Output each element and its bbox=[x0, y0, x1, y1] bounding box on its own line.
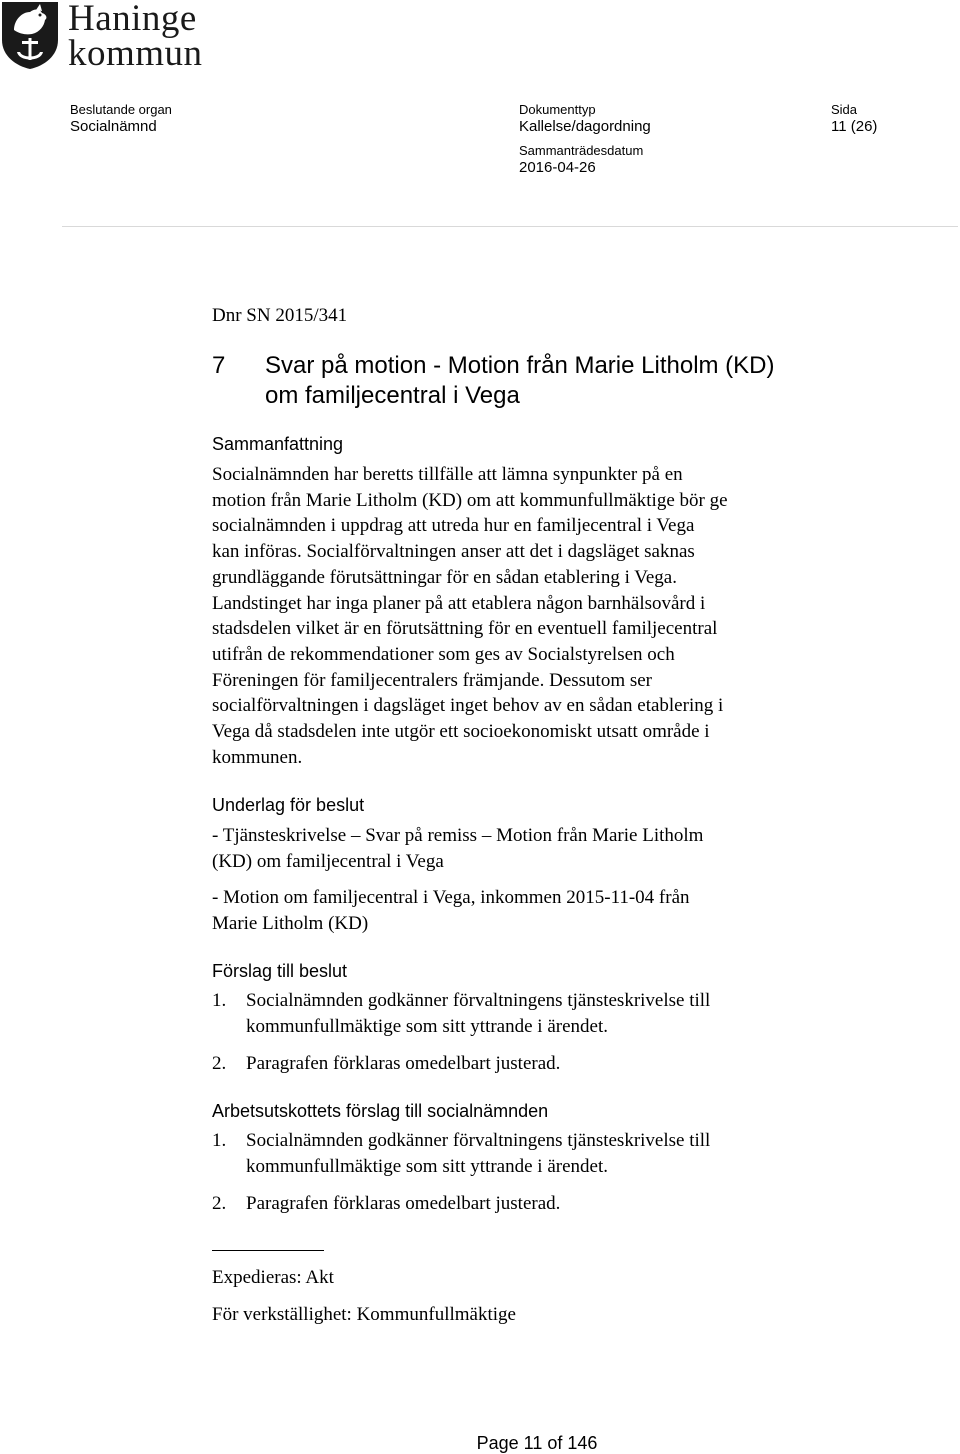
list-item-line: kommunfullmäktige som sitt yttrande i ärendet. bbox=[246, 1015, 608, 1037]
summary-line: socialnämnden i uppdrag att utreda hur en familjecentral i Vega bbox=[212, 515, 695, 537]
page-footer: Page 11 of 146 bbox=[476, 1433, 598, 1453]
organ-value: Socialnämnd bbox=[70, 118, 157, 135]
committee-heading: Arbetsutskottets förslag till socialnämnden bbox=[212, 1101, 549, 1121]
list-number: 2. bbox=[212, 1053, 227, 1074]
committee-item-2 bbox=[212, 1191, 832, 1217]
summary-line: Landstinget har inga planer på att etablera någon barnhälsovård i bbox=[212, 592, 706, 614]
summary-line: motion från Marie Litholm (KD) om att kommunfullmäktige bör ge bbox=[212, 489, 728, 511]
list-item-line: Paragrafen förklaras omedelbart justerad. bbox=[246, 1193, 561, 1214]
basis-item-line: Marie Litholm (KD) bbox=[212, 912, 369, 934]
summary-heading: Sammanfattning bbox=[212, 434, 344, 454]
logo-text-line1: Haninge bbox=[68, 0, 197, 39]
list-item-text bbox=[246, 1051, 826, 1077]
list-number: 1. bbox=[212, 1130, 227, 1151]
item-title-line2: om familjecentral i Vega bbox=[265, 382, 520, 409]
list-item-line: Paragrafen förklaras omedelbart justerad. bbox=[246, 1053, 561, 1074]
meeting-date-label: Sammanträdesdatum bbox=[519, 143, 644, 158]
logo-text-line2: kommun bbox=[68, 33, 203, 74]
page-value: 11 (26) bbox=[831, 118, 878, 135]
list-item-line: Socialnämnden godkänner förvaltningens tjänsteskrivelse till bbox=[246, 1130, 711, 1151]
basis-item-1 bbox=[212, 823, 832, 874]
proposal-item-2 bbox=[212, 1051, 832, 1077]
committee-item-1 bbox=[212, 1128, 832, 1180]
basis-item-line: - Tjänsteskrivelse – Svar på remiss – Motion från Marie Litholm bbox=[212, 825, 704, 846]
basis-item-line: (KD) om familjecentral i Vega bbox=[212, 850, 444, 872]
summary-paragraph bbox=[212, 462, 832, 770]
dispatch-divider bbox=[212, 1250, 324, 1251]
dispatch-verkstallighet: För verkställighet: Kommunfullmäktige bbox=[212, 1304, 516, 1325]
list-item-line: Socialnämnden godkänner förvaltningens tjänsteskrivelse till bbox=[246, 990, 711, 1011]
summary-line: Föreningen för familjecentralers främjande. Dessutom ser bbox=[212, 669, 653, 691]
header-divider bbox=[62, 226, 958, 227]
meeting-date-value: 2016-04-26 bbox=[519, 159, 596, 176]
summary-line: kan införas. Socialförvaltningen anser att det i dagsläget saknas bbox=[212, 541, 695, 563]
summary-line: kommunen. bbox=[212, 746, 303, 768]
case-number: Dnr SN 2015/341 bbox=[212, 305, 348, 326]
basis-item-line: - Motion om familjecentral i Vega, inkommen 2015-11-04 från bbox=[212, 887, 690, 908]
list-item-text bbox=[246, 1128, 826, 1179]
summary-line: socialförvaltningen i dagsläget inget behov av en sådan etablering i bbox=[212, 695, 724, 717]
page-label: Sida bbox=[831, 102, 858, 117]
basis-heading: Underlag för beslut bbox=[212, 795, 365, 815]
item-title-line1: Svar på motion - Motion från Marie Litholm (KD) bbox=[265, 352, 775, 379]
municipality-logo bbox=[0, 0, 230, 72]
proposal-heading: Förslag till beslut bbox=[212, 961, 348, 981]
doctype-label: Dokumenttyp bbox=[519, 102, 596, 117]
list-number: 2. bbox=[212, 1193, 227, 1214]
summary-line: Vega då stadsdelen inte utgör ett socioekonomiskt utsatt område i bbox=[212, 721, 710, 743]
dispatch-expedieras: Expedieras: Akt bbox=[212, 1267, 334, 1288]
summary-line: grundläggande förutsättningar för en sådan etablering i Vega. bbox=[212, 566, 677, 588]
list-item-text bbox=[246, 988, 826, 1039]
list-item-line: kommunfullmäktige som sitt yttrande i ärendet. bbox=[246, 1155, 608, 1177]
organ-label: Beslutande organ bbox=[70, 102, 172, 117]
coat-of-arms-icon bbox=[0, 0, 60, 70]
list-item-text bbox=[246, 1191, 826, 1217]
list-number: 1. bbox=[212, 990, 227, 1011]
item-number: 7 bbox=[212, 352, 226, 379]
summary-line: stadsdelen vilket är en förutsättning för en eventuell familjecentral bbox=[212, 618, 718, 640]
summary-line: utifrån de rekommendationer som ges av Socialstyrelsen och bbox=[212, 643, 675, 665]
proposal-item-1 bbox=[212, 988, 832, 1040]
basis-item-2 bbox=[212, 885, 832, 936]
doctype-value: Kallelse/dagordning bbox=[519, 118, 651, 135]
summary-line: Socialnämnden har beretts tillfälle att lämna synpunkter på en bbox=[212, 464, 683, 485]
